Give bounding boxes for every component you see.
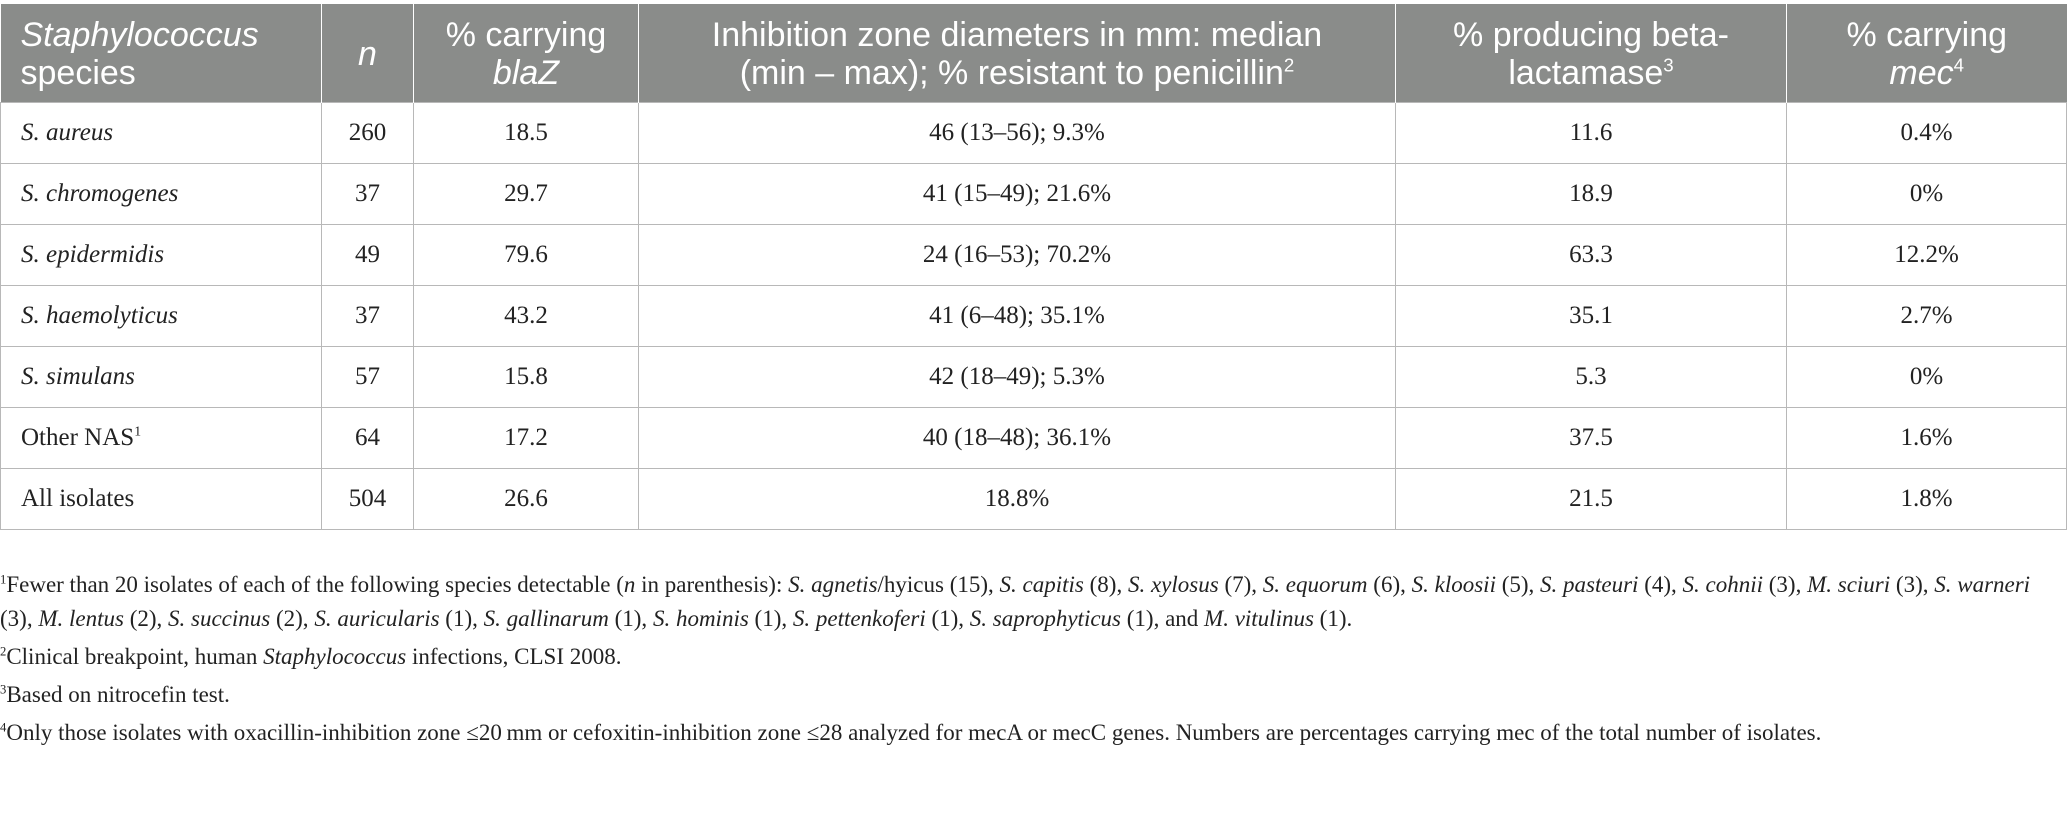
footnote-text-run: (7), xyxy=(1218,572,1263,597)
n-cell xyxy=(322,103,414,164)
n-cell-text: 260 xyxy=(348,119,387,146)
zone-cell xyxy=(639,286,1396,347)
header-zone-line1: Inhibition zone diameters in mm: median xyxy=(711,16,1323,54)
footnote-text-run: /hyicus (15), xyxy=(877,572,1000,597)
footnote-3-mark: 3 xyxy=(0,682,7,697)
header-mec-line1: % carrying xyxy=(1846,16,2008,54)
species-cell xyxy=(1,286,322,347)
footnote-text-run: (8), xyxy=(1083,572,1128,597)
footnote-text-run: Only those isolates with oxacillin-inhibition zone ≤20 mm or cefoxitin-inhibition zone ≤28 analyzed for mecA or mecC genes. Numbers are percentages carrying mec of the total number of isolates. xyxy=(6,720,1822,745)
footnote-text-run: (5), xyxy=(1495,572,1541,597)
footnote-text-run: (1), xyxy=(925,606,970,631)
blaz-cell-text: 15.8 xyxy=(504,363,548,390)
blaz-cell-text: 79.6 xyxy=(504,241,548,268)
n-cell xyxy=(322,286,414,347)
table-row xyxy=(1,103,2067,164)
betalactamase-cell-text: 11.6 xyxy=(1569,119,1613,146)
header-species-line2: species xyxy=(20,54,136,92)
mec-cell-text: 0.4% xyxy=(1900,119,1953,146)
table-row xyxy=(1,164,2067,225)
footnote-4 xyxy=(0,716,2040,750)
betalactamase-cell-text: 18.9 xyxy=(1569,180,1613,207)
species-cell-text: S. epidermidis xyxy=(21,241,165,268)
n-cell-text: 504 xyxy=(348,485,387,512)
header-mec-footnote-mark: 4 xyxy=(1953,54,1965,76)
footnote-text-run: (1), xyxy=(608,606,653,631)
footnote-text-run: (2), xyxy=(270,606,315,631)
blaz-cell-text: 29.7 xyxy=(504,180,548,207)
blaz-cell xyxy=(414,469,639,530)
betalactamase-cell-text: 5.3 xyxy=(1575,363,1607,390)
header-blaz xyxy=(414,4,639,103)
mec-cell xyxy=(1787,225,2067,286)
betalactamase-cell xyxy=(1396,347,1787,408)
footnote-text-run: M. vitulinus xyxy=(1204,606,1314,631)
n-cell xyxy=(322,164,414,225)
mec-cell xyxy=(1787,469,2067,530)
footnote-text-run: (1), and xyxy=(1121,606,1205,631)
betalactamase-cell-text: 37.5 xyxy=(1569,424,1613,451)
header-mec xyxy=(1787,4,2067,103)
footnotes xyxy=(0,568,2040,754)
header-mec-gene: mec xyxy=(1889,54,1954,92)
betalactamase-cell-text: 63.3 xyxy=(1569,241,1613,268)
n-cell-text: 49 xyxy=(355,241,380,268)
n-cell-text: 37 xyxy=(355,302,380,329)
blaz-cell xyxy=(414,225,639,286)
species-cell xyxy=(1,469,322,530)
footnote-text-run: S. pettenkoferi xyxy=(792,606,926,631)
footnote-text-run: Clinical breakpoint, human xyxy=(6,644,264,669)
mec-cell xyxy=(1787,347,2067,408)
zone-cell xyxy=(639,408,1396,469)
mec-cell xyxy=(1787,164,2067,225)
header-zone xyxy=(639,4,1396,103)
n-cell-text: 37 xyxy=(355,180,380,207)
footnote-text-run: (1), xyxy=(439,606,484,631)
betalactamase-cell xyxy=(1396,286,1787,347)
footnote-text-run: (3), xyxy=(1763,572,1808,597)
zone-cell-text: 40 (18–48); 36.1% xyxy=(922,424,1112,451)
species-cell-text: S. simulans xyxy=(21,363,135,390)
footnote-text-run: S. auricularis xyxy=(314,606,440,631)
table-row xyxy=(1,469,2067,530)
blaz-cell xyxy=(414,286,639,347)
zone-cell xyxy=(639,469,1396,530)
footnote-text-run: (1), xyxy=(748,606,793,631)
footnote-text-run: M. lentus xyxy=(38,606,124,631)
results-table xyxy=(0,4,2067,530)
zone-cell xyxy=(639,347,1396,408)
zone-cell-text: 46 (13–56); 9.3% xyxy=(929,119,1105,146)
footnote-1-text xyxy=(0,572,2030,631)
n-cell xyxy=(322,225,414,286)
footnote-text-run: (4), xyxy=(1638,572,1683,597)
species-cell xyxy=(1,347,322,408)
zone-cell-text: 24 (16–53); 70.2% xyxy=(922,241,1112,268)
zone-cell-text: 41 (6–48); 35.1% xyxy=(929,302,1105,329)
footnote-text-run: S. kloosii xyxy=(1411,572,1496,597)
footnote-text-run: in parenthesis): xyxy=(635,572,789,597)
footnote-text-run: (3), xyxy=(0,606,39,631)
footnote-4-text xyxy=(6,720,1821,745)
header-n-label: n xyxy=(358,35,377,73)
footnote-text-run: S. agnetis xyxy=(788,572,878,597)
footnote-text-run: S. warneri xyxy=(1934,572,2031,597)
footnote-text-run: infections, CLSI 2008. xyxy=(406,644,622,669)
mec-cell-text: 1.6% xyxy=(1900,424,1953,451)
header-blaz-line1: % carrying xyxy=(445,16,607,54)
footnote-text-run: S. pasteuri xyxy=(1540,572,1639,597)
zone-cell-text: 41 (15–49); 21.6% xyxy=(922,180,1112,207)
footnote-text-run: Fewer than 20 isolates of each of the following species detectable ( xyxy=(6,572,624,597)
species-cell-text: S. chromogenes xyxy=(21,180,179,207)
footnote-text-run: (3), xyxy=(1890,572,1935,597)
footnote-2-mark: 2 xyxy=(0,644,7,659)
betalactamase-cell xyxy=(1396,469,1787,530)
footnote-text-run: Staphylococcus xyxy=(263,644,407,669)
species-cell xyxy=(1,225,322,286)
blaz-cell xyxy=(414,408,639,469)
header-n xyxy=(322,4,414,103)
mec-cell-text: 1.8% xyxy=(1900,485,1953,512)
header-beta-footnote-mark: 3 xyxy=(1663,54,1674,76)
table-body xyxy=(1,103,2067,530)
betalactamase-cell-text: 35.1 xyxy=(1569,302,1613,329)
species-cell-text: S. aureus xyxy=(21,119,114,146)
species-cell-text: S. haemolyticus xyxy=(21,302,178,329)
blaz-cell xyxy=(414,164,639,225)
header-beta-line1: % producing beta- xyxy=(1453,16,1729,54)
footnote-2-text xyxy=(6,644,621,669)
table-row xyxy=(1,347,2067,408)
n-cell-text: 57 xyxy=(355,363,380,390)
betalactamase-cell xyxy=(1396,408,1787,469)
footnote-text-run: n xyxy=(623,572,636,597)
footnote-text-run: S. capitis xyxy=(999,572,1084,597)
table-row xyxy=(1,408,2067,469)
mec-cell-text: 2.7% xyxy=(1900,302,1953,329)
header-row xyxy=(1,4,2067,103)
species-cell xyxy=(1,408,322,469)
species-cell-text: Other NAS xyxy=(21,424,135,451)
footnote-3-text xyxy=(6,682,230,707)
footnote-mark: 1 xyxy=(134,423,142,439)
zone-cell-text: 18.8% xyxy=(984,485,1050,512)
blaz-cell-text: 17.2 xyxy=(504,424,548,451)
mec-cell-text: 0% xyxy=(1909,363,1944,390)
footnote-text-run: (2), xyxy=(123,606,169,631)
footnote-2 xyxy=(0,640,2040,674)
zone-cell xyxy=(639,225,1396,286)
betalactamase-cell xyxy=(1396,225,1787,286)
mec-cell-text: 12.2% xyxy=(1894,241,1959,268)
footnote-4-mark: 4 xyxy=(0,720,7,735)
n-cell-text: 64 xyxy=(355,424,380,451)
header-blaz-gene: blaZ xyxy=(492,54,560,92)
footnote-text-run: (6), xyxy=(1367,572,1412,597)
mec-cell-text: 0% xyxy=(1909,180,1944,207)
header-species-line1: Staphylococcus xyxy=(20,16,259,54)
table-row xyxy=(1,225,2067,286)
blaz-cell-text: 43.2 xyxy=(504,302,548,329)
n-cell xyxy=(322,347,414,408)
footnote-text-run: (1). xyxy=(1313,606,1353,631)
blaz-cell xyxy=(414,103,639,164)
footnote-text-run: S. xylosus xyxy=(1127,572,1219,597)
blaz-cell-text: 26.6 xyxy=(504,485,548,512)
species-cell-text: All isolates xyxy=(21,485,135,512)
footnote-text-run: S. gallinarum xyxy=(483,606,609,631)
footnote-text-run: S. succinus xyxy=(168,606,271,631)
zone-cell xyxy=(639,164,1396,225)
footnote-text-run: S. hominis xyxy=(652,606,749,631)
zone-cell xyxy=(639,103,1396,164)
header-betalactamase xyxy=(1396,4,1787,103)
footnote-text-run: Based on nitrocefin test. xyxy=(6,682,230,707)
header-zone-footnote-mark: 2 xyxy=(1283,54,1295,76)
mec-cell xyxy=(1787,286,2067,347)
blaz-cell-text: 18.5 xyxy=(504,119,548,146)
zone-cell-text: 42 (18–49); 5.3% xyxy=(929,363,1105,390)
header-zone-line2: (min – max); % resistant to penicillin xyxy=(739,54,1284,92)
species-cell xyxy=(1,103,322,164)
table-row xyxy=(1,286,2067,347)
mec-cell xyxy=(1787,103,2067,164)
n-cell xyxy=(322,469,414,530)
blaz-cell xyxy=(414,347,639,408)
results-table-container xyxy=(0,4,2067,530)
betalactamase-cell-text: 21.5 xyxy=(1569,485,1613,512)
betalactamase-cell xyxy=(1396,103,1787,164)
footnote-3 xyxy=(0,678,2040,712)
footnote-text-run: S. equorum xyxy=(1262,572,1368,597)
header-species xyxy=(1,4,322,103)
footnote-1-mark: 1 xyxy=(0,572,7,587)
footnote-1 xyxy=(0,568,2040,636)
mec-cell xyxy=(1787,408,2067,469)
betalactamase-cell xyxy=(1396,164,1787,225)
header-beta-line2: lactamase xyxy=(1508,54,1664,92)
footnote-text-run: M. sciuri xyxy=(1807,572,1891,597)
species-cell xyxy=(1,164,322,225)
footnote-text-run: S. cohnii xyxy=(1682,572,1764,597)
n-cell xyxy=(322,408,414,469)
footnote-text-run: S. saprophyticus xyxy=(969,606,1121,631)
